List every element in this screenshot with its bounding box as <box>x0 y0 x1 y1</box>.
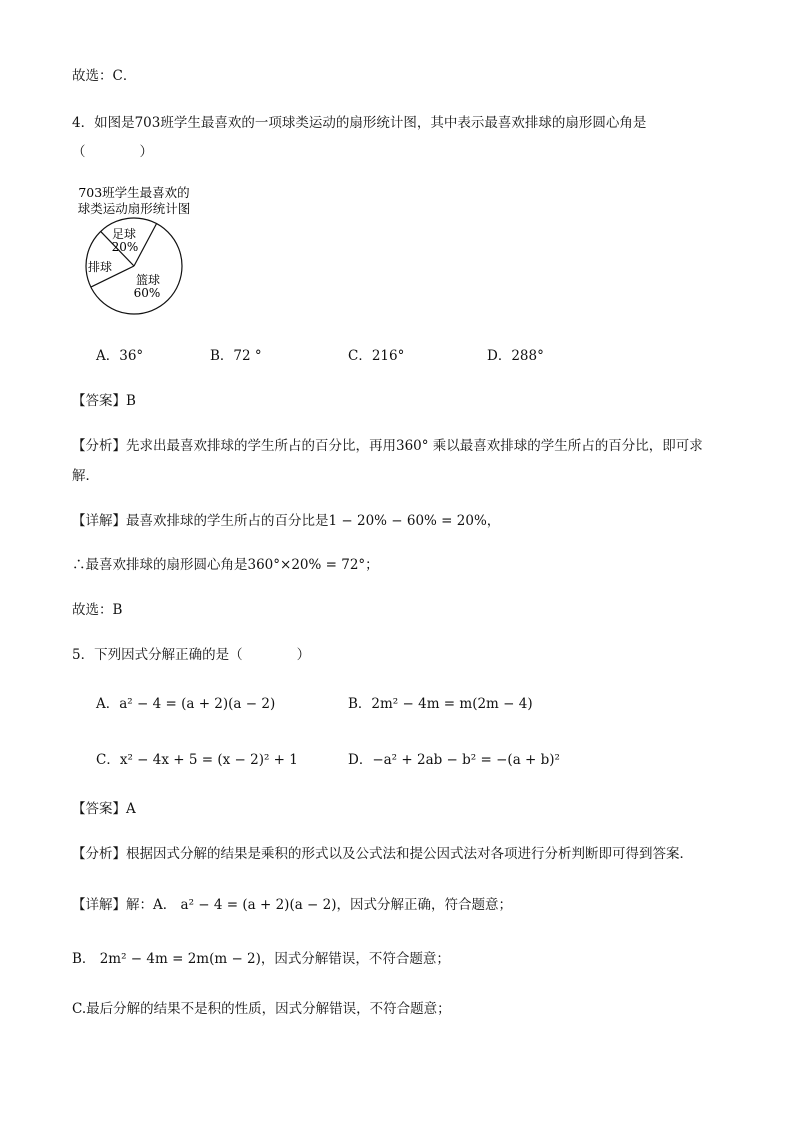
q5-option-b: B．2m² − 4m = m(2m − 4) <box>348 696 533 712</box>
slice-pct-football: 20% <box>111 240 139 254</box>
slice-label-basketball: 篮球 <box>135 273 161 287</box>
q5-answer: 【答案】A <box>72 801 136 817</box>
q4-answer: 【答案】B <box>72 393 136 409</box>
chart-title-line1: 703班学生最喜欢的 <box>78 185 190 200</box>
slice-label-volleyball: 排球 <box>87 260 113 274</box>
q4-pie-chart <box>70 180 200 325</box>
prev-answer-line: 故选：C． <box>72 68 137 84</box>
q4-option-d: D．288° <box>487 348 544 364</box>
q5-option-a: A．a² − 4 = (a + 2)(a − 2) <box>96 696 276 712</box>
q5-detail-b: B． 2m² − 4m = 2m(m − 2)，因式分解错误，不符合题意； <box>72 951 450 967</box>
q4-option-b: B．72 ° <box>210 348 262 364</box>
q5-option-d: D．−a² + 2ab − b² = −(a + b)² <box>348 752 560 768</box>
q5-analysis: 【分析】根据因式分解的结果是乘积的形式以及公式法和提公因式法对各项进行分析判断即可得到答案． <box>72 846 693 862</box>
q4-analysis-line1: 【分析】先求出最喜欢排球的学生所占的百分比，再用360° 乘以最喜欢排球的学生所占的百分比，即可求 <box>72 438 703 454</box>
q4-detail-line1: 【详解】最喜欢排球的学生所占的百分比是1 − 20% − 60% = 20%， <box>72 513 501 529</box>
q4-stem-line2: （ ） <box>72 144 153 160</box>
q4-stem-line1: 4．如图是703班学生最喜欢的一项球类运动的扇形统计图，其中表示最喜欢排球的扇形圆心角是 <box>72 115 647 131</box>
q4-option-a: A．36° <box>96 348 144 364</box>
slice-pct-basketball: 60% <box>133 286 161 300</box>
q5-option-c: C．x² − 4x + 5 = (x − 2)² + 1 <box>96 752 298 768</box>
q5-detail-a: 【详解】解：A． a² − 4 = (a + 2)(a − 2)，因式分解正确，符合题意； <box>72 897 513 913</box>
chart-title-line2: 球类运动扇形统计图 <box>77 201 191 216</box>
q4-analysis-line2: 解． <box>72 468 99 484</box>
q4-final-answer: 故选：B <box>72 602 123 618</box>
slice-label-football: 足球 <box>111 227 137 241</box>
q5-detail-c: C.最后分解的结果不是积的性质，因式分解错误，不符合题意； <box>72 1001 451 1017</box>
q5-stem: 5．下列因式分解正确的是（ ） <box>72 647 311 663</box>
q4-option-c: C．216° <box>348 348 405 364</box>
q4-detail-line2: ∴最喜欢排球的扇形圆心角是360°×20% = 72°； <box>72 557 379 573</box>
